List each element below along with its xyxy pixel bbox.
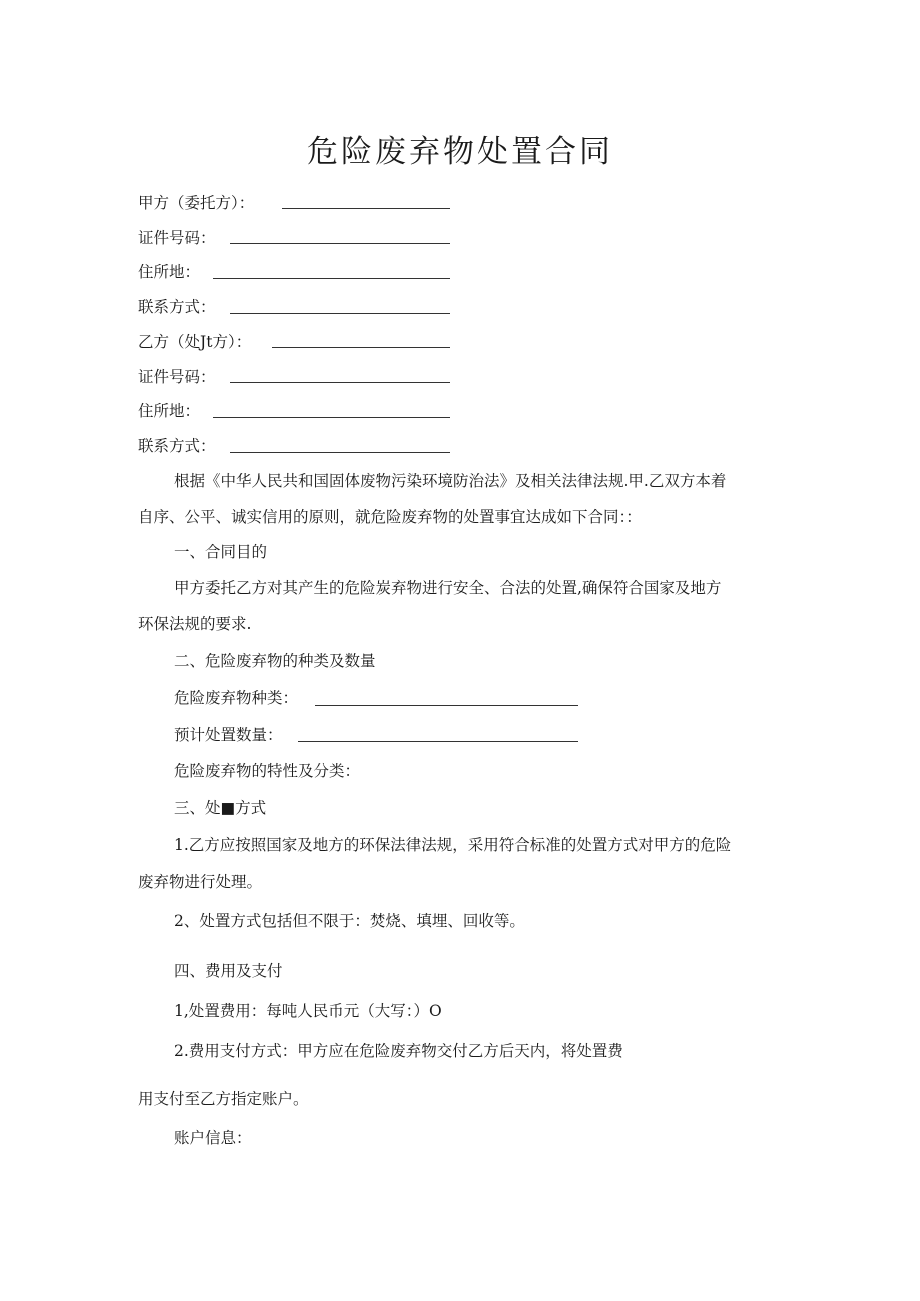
account-info-label: 账户信息： bbox=[174, 1129, 252, 1147]
section-3-item-1-line-2: 废弃物进行处理。 bbox=[138, 873, 263, 891]
quantity-label: 预计处置数量： bbox=[174, 726, 283, 744]
section-4-item-1: 1,处置费用：每吨人民币元（大写：）O bbox=[174, 1002, 442, 1020]
section-3-heading: 三、处■方式 bbox=[174, 799, 267, 817]
party-a-address-label: 住所地： bbox=[138, 263, 201, 281]
party-b-address-label: 住所地： bbox=[138, 402, 201, 420]
contract-title: 危险废弃物处置合同 bbox=[307, 134, 613, 170]
quantity-blank[interactable] bbox=[298, 741, 578, 742]
section-2-heading: 二、危险废弃物的种类及数量 bbox=[174, 652, 376, 670]
party-a-contact-blank[interactable] bbox=[230, 313, 450, 314]
party-b-label: 乙方（处Jt方）： bbox=[138, 333, 252, 351]
party-b-id-label: 证件号码： bbox=[138, 368, 216, 386]
waste-property-label: 危险废弃物的特性及分类： bbox=[174, 762, 361, 780]
section-1-heading: 一、合同目的 bbox=[174, 543, 268, 561]
party-a-contact-label: 联系方式： bbox=[138, 298, 216, 316]
section-3-item-1-line-1: 1.乙方应按照国家及地方的环保法律法规，采用符合标准的处置方式对甲方的危险 bbox=[174, 836, 732, 854]
section-4-item-2-cont: 用支付至乙方指定账户。 bbox=[138, 1090, 309, 1108]
party-a-blank[interactable] bbox=[282, 208, 450, 209]
waste-type-blank[interactable] bbox=[315, 705, 578, 706]
party-b-contact-blank[interactable] bbox=[230, 452, 450, 453]
section-1-line-1: 甲方委托乙方对其产生的危险炭弃物进行安全、合法的处置,确保符合国家及地方 bbox=[174, 579, 722, 597]
party-a-id-blank[interactable] bbox=[230, 243, 450, 244]
waste-type-label: 危险废弃物种类： bbox=[174, 689, 299, 707]
section-3-item-2: 2、处置方式包括但不限于：焚烧、填埋、回收等。 bbox=[174, 912, 525, 930]
party-b-contact-label: 联系方式： bbox=[138, 437, 216, 455]
party-a-address-blank[interactable] bbox=[213, 278, 450, 279]
section-1-line-2: 环保法规的要求. bbox=[138, 615, 252, 633]
party-a-label: 甲方（委托方）： bbox=[138, 194, 255, 212]
party-b-id-blank[interactable] bbox=[230, 382, 450, 383]
party-a-id-label: 证件号码： bbox=[138, 229, 216, 247]
intro-line-1: 根据《中华人民共和国固体废物污染环境防治法》及相关法律法规.甲.乙双方本着 bbox=[174, 472, 727, 490]
party-b-address-blank[interactable] bbox=[213, 417, 450, 418]
intro-line-2: 自序、公平、诚实信用的原则，就危险废弃物的处置事宜达成如下合同：： bbox=[138, 508, 642, 526]
section-4-heading: 四、费用及支付 bbox=[174, 962, 283, 980]
section-4-item-2: 2.费用支付方式：甲方应在危险废弃物交付乙方后天内，将处置费 bbox=[174, 1042, 623, 1060]
party-b-blank[interactable] bbox=[272, 347, 450, 348]
